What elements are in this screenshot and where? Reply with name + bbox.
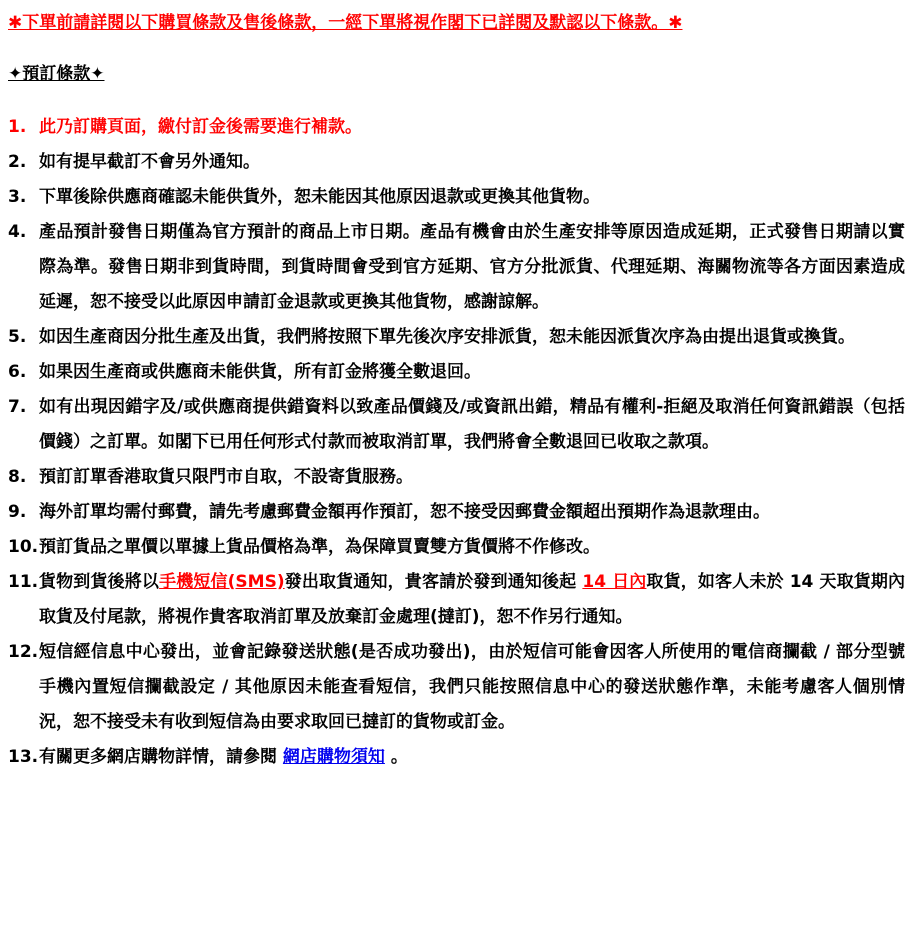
term-item-7 [8,390,905,460]
term-item-12 [8,635,905,740]
term-text [39,215,905,320]
term-text [39,145,905,180]
term-text [39,460,905,495]
term-number: 9. [8,502,27,522]
term-text-part: 。 [384,747,408,767]
term-number: 13. [8,747,39,767]
term-text [39,180,905,215]
sms-notice-highlight: 手機短信(SMS) [159,572,285,592]
term-text-part: 產品預計發售日期僅為官方預計的商品上市日期。產品有機會由於生產安排等原因造成延期，正式發售日期請以實際為準。發售日期非到貨時間，到貨時間會受到官方延期、官方分批派貨、代理延期、海關物流等各方面因素造成延遲，恕不接受以此原因申請訂金退款或更換其他貨物，感謝諒解。 [39,222,905,312]
term-text-part: 如有提早截訂不會另外通知。 [39,152,260,172]
term-text [39,110,905,145]
term-number: 12. [8,642,39,662]
term-text-part: 貨物到貨後將以 [39,572,160,592]
page-title: ✱下單前請詳閱以下購買條款及售後條款，一經下單將視作閣下已詳閱及默認以下條款。✱ [8,13,683,33]
term-item-8 [8,460,905,495]
term-number: 1. [8,117,27,137]
term-item-9 [8,495,905,530]
term-text-part: 預訂貨品之單價以單據上貨品價格為準，為保障買賣雙方貨價將不作修改。 [39,537,600,557]
store-shopping-guide-link[interactable]: 網店購物須知 [282,747,385,767]
term-number: 4. [8,222,27,242]
term-text-part: 如有出現因錯字及/或供應商提供錯資料以致產品價錢及/或資訊出錯，精品有權利-拒絕及取消任何資訊錯誤（包括價錢）之訂單。如閣下已用任何形式付款而被取消訂單，我們將會全數退回已收取之款項。 [39,397,905,452]
term-number: 8. [8,467,27,487]
term-number: 10. [8,537,39,557]
section-header-preorder-terms: ✦預訂條款✦ [8,64,105,84]
term-text-part: 取貨，如客人未於 14 天取貨期內取貨及付尾款，將視作貴客取消訂單及放棄訂金處理(撻訂)，恕不作另行通知。 [39,572,906,627]
term-item-6 [8,355,905,390]
term-item-13 [8,740,905,775]
term-text-part: 此乃訂購頁面，繳付訂金後需要進行補款。 [39,117,362,137]
term-text [39,495,905,530]
term-text-part: 下單後除供應商確認未能供貨外，恕未能因其他原因退款或更換其他貨物。 [39,187,600,207]
term-text [39,355,905,390]
term-text [39,740,905,775]
pickup-deadline-highlight: 14 日內 [582,572,647,592]
term-text [39,635,905,740]
term-number: 6. [8,362,27,382]
term-text-part: 如果因生產商或供應商未能供貨，所有訂金將獲全數退回。 [39,362,481,382]
term-text-part: 短信經信息中心發出，並會記錄發送狀態(是否成功發出)，由於短信可能會因客人所使用的電信商攔截 / 部分型號手機內置短信攔截設定 / 其他原因未能查看短信，我們只能按照信息中心的發送狀態作準，未能考慮客人個別情況，恕不接受未有收到短信為由要求取回已撻訂的貨物或訂金。 [39,642,905,732]
term-text-part: 海外訂單均需付郵費，請先考慮郵費金額再作預訂，恕不接受因郵費金額超出預期作為退款理由。 [39,502,770,522]
term-item-5 [8,320,905,355]
terms-list [8,110,905,775]
term-item-2 [8,145,905,180]
term-number: 11. [8,572,39,592]
term-text [39,530,905,565]
term-item-10 [8,530,905,565]
term-item-4 [8,215,905,320]
term-text-part: 發出取貨通知，貴客請於發到通知後起 [284,572,583,592]
term-text [39,320,905,355]
term-number: 5. [8,327,27,347]
term-item-11 [8,565,905,635]
term-text-part: 如因生產商因分批生產及出貨，我們將按照下單先後次序安排派貨，恕未能因派貨次序為由提出退貨或換貨。 [39,327,855,347]
term-text-part: 有關更多網店購物詳情，請參閱 [39,747,283,767]
term-number: 7. [8,397,27,417]
term-text-part: 預訂訂單香港取貨只限門市自取，不設寄貨服務。 [39,467,413,487]
term-item-1 [8,110,905,145]
term-text [39,390,905,460]
term-number: 3. [8,187,27,207]
term-text [39,565,905,635]
term-item-3 [8,180,905,215]
term-number: 2. [8,152,27,172]
